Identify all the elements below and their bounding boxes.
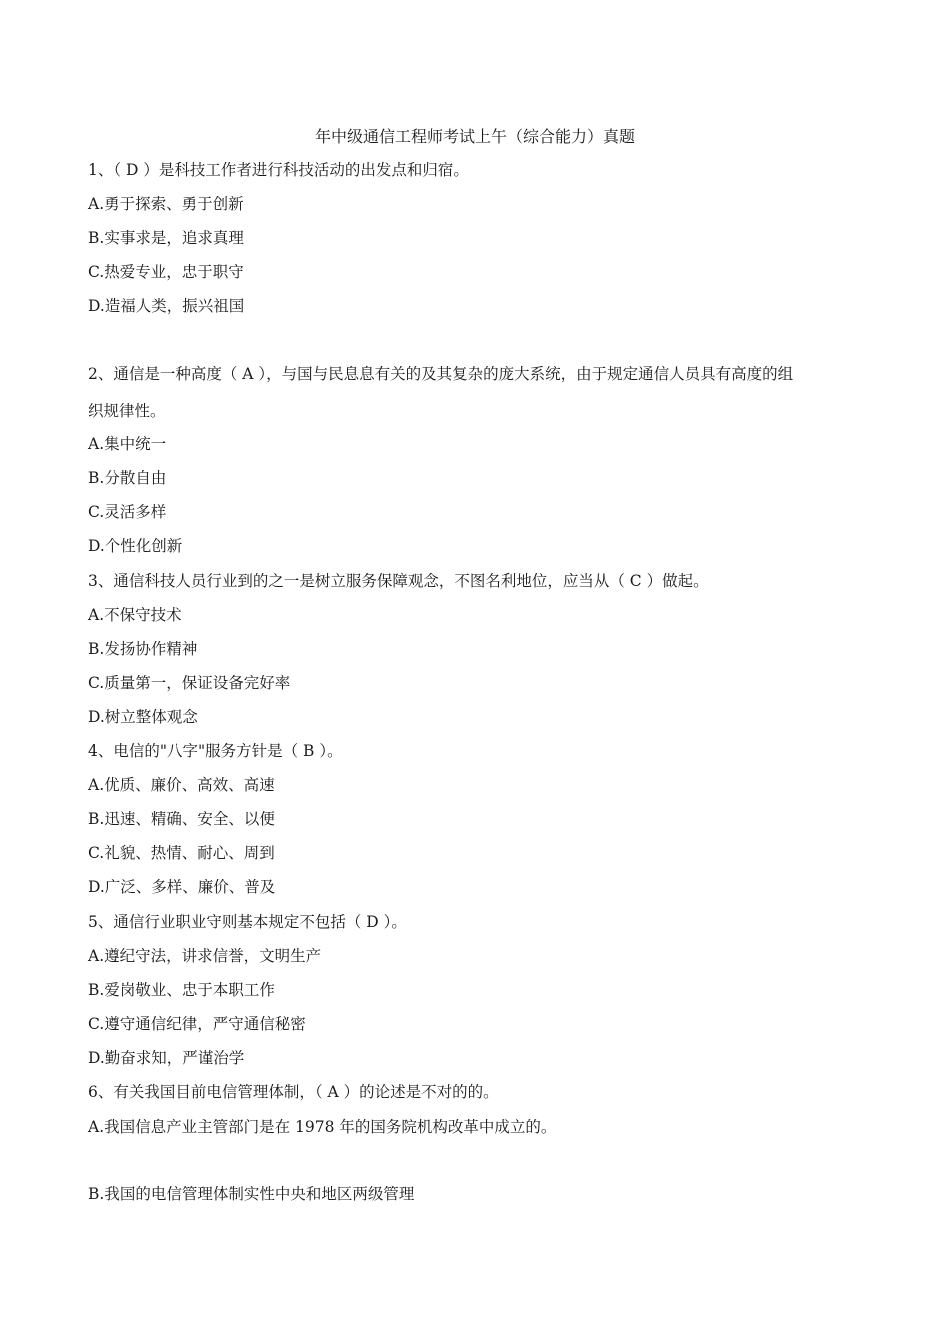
q4-option-d: D.广泛、多样、廉价、普及 (88, 878, 276, 896)
question-5: 5、通信行业职业守则基本规定不包括（ D ）。 (88, 913, 407, 931)
q4-option-a: A.优质、廉价、高效、高速 (88, 776, 275, 794)
q6-option-a: A.我国信息产业主管部门是在 1978 年的国务院机构改革中成立的。 (88, 1118, 557, 1136)
q2-option-d: D.个性化创新 (88, 537, 183, 555)
q1-option-b: B.实事求是，追求真理 (88, 229, 244, 247)
question-2-continued: 织规律性。 (88, 402, 166, 420)
document-title: 年中级通信工程师考试上午（综合能力）真题 (314, 127, 635, 146)
q5-option-c: C.遵守通信纪律，严守通信秘密 (88, 1015, 306, 1033)
q5-option-d: D.勤奋求知，严谨治学 (88, 1049, 245, 1067)
q3-option-a: A.不保守技术 (88, 606, 182, 624)
q2-option-a: A.集中统一 (88, 435, 167, 453)
question-6: 6、有关我国目前电信管理体制，（ A ）的论述是不对的的。 (88, 1083, 499, 1101)
q3-option-c: C.质量第一，保证设备完好率 (88, 674, 291, 692)
q2-option-c: C.灵活多样 (88, 503, 167, 521)
q1-option-c: C.热爱专业，忠于职守 (88, 263, 244, 281)
question-2: 2、通信是一种高度（ A ），与国与民息息有关的及其复杂的庞大系统，由于规定通信人员具有高度的组 (88, 365, 794, 383)
question-3: 3、通信科技人员行业到的之一是树立服务保障观念，不图名利地位，应当从（ C ）做起。 (88, 572, 709, 590)
q5-option-a: A.遵纪守法，讲求信誉，文明生产 (88, 947, 322, 965)
q6-option-b: B.我国的电信管理体制实性中央和地区两级管理 (88, 1185, 415, 1203)
question-4: 4、电信的"八字"服务方针是（ B ）。 (88, 742, 343, 760)
q4-option-c: C.礼貌、热情、耐心、周到 (88, 844, 275, 862)
q4-option-b: B.迅速、精确、安全、以便 (88, 810, 275, 828)
question-1: 1、（ D ）是科技工作者进行科技活动的出发点和归宿。 (88, 161, 469, 179)
q1-option-a: A.勇于探索、勇于创新 (88, 195, 244, 213)
q3-option-b: B.发扬协作精神 (88, 640, 198, 658)
q1-option-d: D.造福人类，振兴祖国 (88, 297, 245, 315)
q5-option-b: B.爱岗敬业、忠于本职工作 (88, 981, 275, 999)
q3-option-d: D.树立整体观念 (88, 708, 198, 726)
q2-option-b: B.分散自由 (88, 469, 167, 487)
